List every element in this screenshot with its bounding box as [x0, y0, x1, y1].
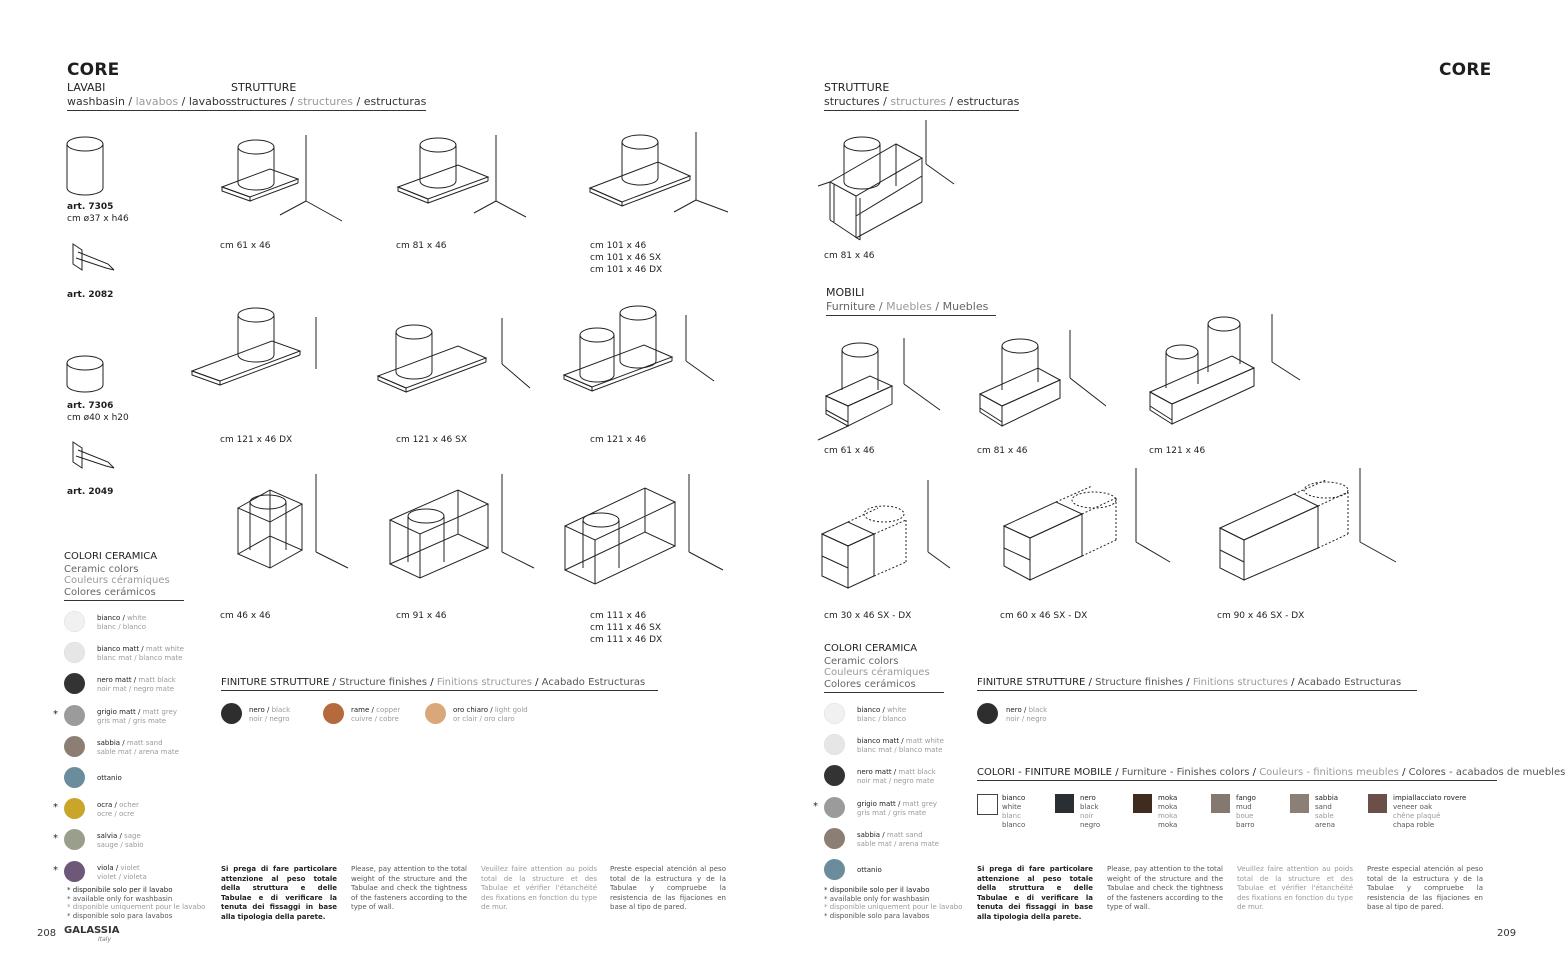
ceramic-swatch	[824, 734, 845, 755]
structure-drawing-111	[563, 472, 733, 592]
ceramic-label: grigio matt / matt grey gris mat / gris mate	[97, 707, 178, 725]
note-para-es: Preste especial atención al peso total de la estructura y de la Tabulae y compruebe la resistencia de las fijaciones en base al tipo de pared.	[1367, 865, 1483, 911]
dim-label: cm 81 x 46	[824, 251, 875, 261]
art-2082: art. 2082	[67, 290, 114, 300]
note-para-fr: Veuillez faire attention au poids total de la structure et des Tabulae et vérifier l'étanchéité des fixations en fonction du type de mur.	[481, 865, 597, 911]
furniture-color-label: fango mud boue barro	[1236, 794, 1256, 829]
structure-drawing-91	[388, 472, 548, 592]
furniture-color-swatch	[1290, 794, 1309, 813]
finiture-header-left: FINITURE STRUTTURE / Structure finishes / Finitions structures / Acabado Estructuras	[221, 676, 658, 691]
lavabi-subtitle: washbasin / lavabos / lavabos	[67, 95, 231, 111]
note-para-es: Preste especial atención al peso total de la estructura y de la Tabulae y compruebe la resistencia de las fijaciones en base al tipo de pared.	[610, 865, 726, 911]
bracket-2082-drawing	[70, 242, 116, 274]
furniture-drawing-90	[1216, 466, 1416, 596]
ceramic-swatch	[64, 642, 85, 663]
finish-swatch	[323, 703, 344, 724]
dim-label: cm 61 x 46	[220, 241, 271, 251]
availability-star: *	[53, 833, 58, 845]
furniture-color-swatch	[1055, 794, 1074, 813]
ceramic-swatch	[824, 828, 845, 849]
availability-star: *	[53, 708, 58, 720]
dim-label: cm 46 x 46	[220, 611, 271, 621]
dim-label: cm 81 x 46	[396, 241, 447, 251]
finish-label: oro chiaro / light gold or clair / oro claro	[453, 706, 528, 723]
notes-left: * disponibile solo per il lavabo * available only for washbasin * disponible uniquement pour le lavabo * disponible solo para lavabos	[67, 886, 206, 920]
dim-label: cm 30 x 46 SX - DX	[824, 611, 912, 621]
ceramic-label: ottanio	[857, 866, 882, 874]
finish-swatch	[425, 703, 446, 724]
ceramic-swatch	[824, 859, 845, 880]
structure-drawing-121	[564, 305, 724, 401]
furniture-color-swatch	[977, 794, 998, 815]
structure-drawing-46	[236, 472, 356, 592]
ceramic-label: ocra / ocher ocre / ocre	[97, 801, 139, 819]
furniture-color-label: sabbia sand sable arena	[1315, 794, 1339, 829]
furniture-drawing-121	[1148, 312, 1308, 432]
ceramic-swatch	[64, 611, 85, 632]
ceramic-label: viola / violet violet / violeta	[97, 863, 147, 881]
ceramic-swatch	[64, 829, 85, 850]
ceramic-swatch	[824, 703, 845, 724]
ceramic-swatch	[64, 736, 85, 757]
finish-label-nero: nero / black noir / negro	[1006, 706, 1048, 723]
ceramic-label: nero matt / matt black noir mat / negro mate	[97, 676, 176, 694]
strutture-subtitle: structures / structures / estructuras	[231, 95, 426, 111]
ceramic-swatch	[824, 797, 845, 818]
mobile-colors-header: COLORI - FINITURE MOBILE / Furniture - Finishes colors / Couleurs - finitions meubles / Colores - acabados de muebles	[977, 766, 1497, 781]
ceramic-swatch	[64, 798, 85, 819]
ceramic-label: sabbia / matt sand sable mat / arena mate	[97, 738, 179, 756]
galassia-logo-sub: Italy	[98, 936, 112, 943]
page-number-left: 208	[37, 928, 57, 939]
brand-title-right: CORE	[1439, 60, 1492, 80]
dim-label: cm 121 x 46	[590, 435, 647, 445]
structure-drawing-101	[590, 132, 730, 224]
furniture-drawing-61	[818, 326, 948, 441]
ceramic-colors-header-right: COLORI CERAMICA Ceramic colors Couleurs céramiques Colores cerámicos	[824, 642, 944, 693]
art-2049: art. 2049	[67, 487, 114, 497]
dim-label: cm 91 x 46	[396, 611, 447, 621]
structure-drawing-61	[220, 135, 350, 225]
note-para-fr: Veuillez faire attention au poids total de la structure et des Tabulae et vérifier l'étanchéité des fixations en fonction du type de mur.	[1237, 865, 1353, 911]
art-7305: art. 7305 cm ø37 x h46	[67, 202, 129, 224]
dim-label: cm 60 x 46 SX - DX	[1000, 611, 1088, 621]
finish-label: nero / black noir / negro	[249, 706, 291, 723]
note-para-en: Please, pay attention to the total weight of the structure and the Tabulae and check the tightness of the fasteners according to the type of wall.	[351, 865, 467, 911]
furniture-drawing-60	[1000, 466, 1180, 596]
dim-label: cm 111 x 46 cm 111 x 46 SX cm 111 x 46 DX	[590, 611, 663, 645]
ceramic-label: salvia / sage sauge / sabio	[97, 832, 144, 850]
bracket-2049-drawing	[70, 440, 116, 472]
washbasin-7306-drawing	[66, 355, 106, 395]
structure-drawing-81	[398, 135, 528, 225]
dim-label: cm 121 x 46 DX	[220, 435, 293, 445]
ceramic-label: bianco matt / matt white blanc mat / blanco mate	[857, 737, 944, 755]
washbasin-7305-drawing	[66, 136, 106, 196]
note-para-it: Si prega di fare particolare attenzione al peso totale della struttura e delle Tabulae e di verificare la tenuta dei fissaggi in base alla tipologia della parete.	[221, 865, 337, 921]
structure-drawing-right-81	[818, 120, 968, 250]
ceramic-colors-header-left: COLORI CERAMICA Ceramic colors Couleurs céramiques Colores cerámicos	[64, 550, 184, 601]
page-number-right: 209	[1497, 928, 1517, 939]
notes-right: * disponibile solo per il lavabo * available only for washbasin * disponible uniquement pour le lavabo * disponible solo para lavabos	[824, 886, 963, 920]
galassia-logo: GALASSIA	[64, 925, 120, 936]
ceramic-swatch	[64, 767, 85, 788]
furniture-color-label: moka moka moka moka	[1158, 794, 1178, 829]
strutture-header-right: STRUTTURE structures / structures / estructuras	[824, 81, 1019, 111]
mobili-header: MOBILI Furniture / Muebles / Muebles	[826, 286, 996, 316]
ceramic-label: grigio matt / matt grey gris mat / gris mate	[857, 799, 938, 817]
ceramic-label: bianco / white blanc / blanco	[857, 706, 907, 723]
note-para-en: Please, pay attention to the total weight of the structure and the Tabulae and check the tightness of the fasteners according to the type of wall.	[1107, 865, 1223, 911]
finish-label: rame / copper cuivre / cobre	[351, 706, 401, 723]
furniture-color-label: bianco white blanc blanco	[1002, 794, 1026, 829]
dim-label: cm 121 x 46	[1149, 446, 1206, 456]
ceramic-swatch	[824, 765, 845, 786]
note-para-it: Si prega di fare particolare attenzione al peso totale della struttura e delle Tabulae e di verificare la tenuta dei fissaggi in base alla tipologia della parete.	[977, 865, 1093, 921]
ceramic-label: ottanio	[97, 774, 122, 782]
availability-star: *	[53, 802, 58, 814]
furniture-color-swatch	[1133, 794, 1152, 813]
strutture-header-left	[231, 81, 426, 111]
brand-title-left: CORE	[67, 60, 120, 80]
strutture-title: STRUTTURE	[231, 81, 297, 94]
ceramic-label: bianco matt / matt white blanc mat / blanco mate	[97, 645, 184, 663]
furniture-color-label: nero black noir negro	[1080, 794, 1101, 829]
availability-star: *	[53, 864, 58, 876]
structure-drawing-121dx	[192, 305, 322, 401]
furniture-color-swatch	[1211, 794, 1230, 813]
structure-drawing-121sx	[378, 312, 538, 404]
lavabi-title: LAVABI	[67, 81, 106, 94]
ceramic-label: bianco / white blanc / blanco	[97, 614, 147, 631]
dim-label: cm 101 x 46 cm 101 x 46 SX cm 101 x 46 DX	[590, 241, 663, 275]
dim-label: cm 121 x 46 SX	[396, 435, 467, 445]
ceramic-label: sabbia / matt sand sable mat / arena mate	[857, 830, 939, 848]
availability-star: *	[813, 800, 818, 812]
finish-swatch-nero	[977, 703, 998, 724]
lavabi-header	[67, 81, 231, 111]
dim-label: cm 61 x 46	[824, 446, 875, 456]
furniture-color-swatch	[1368, 794, 1387, 813]
furniture-color-label: impiallacciato rovere veneer oak chêne plaqué chapa roble	[1393, 794, 1467, 829]
dim-label: cm 81 x 46	[977, 446, 1028, 456]
finiture-header-right: FINITURE STRUTTURE / Structure finishes / Finitions structures / Acabado Estructuras	[977, 676, 1417, 691]
ceramic-swatch	[64, 861, 85, 882]
ceramic-swatch	[64, 673, 85, 694]
dim-label: cm 90 x 46 SX - DX	[1217, 611, 1305, 621]
furniture-drawing-81	[974, 322, 1114, 437]
ceramic-swatch	[64, 705, 85, 726]
art-7306: art. 7306 cm ø40 x h20	[67, 401, 129, 423]
finish-swatch	[221, 703, 242, 724]
furniture-drawing-30	[818, 476, 958, 606]
ceramic-label: nero matt / matt black noir mat / negro mate	[857, 768, 936, 786]
